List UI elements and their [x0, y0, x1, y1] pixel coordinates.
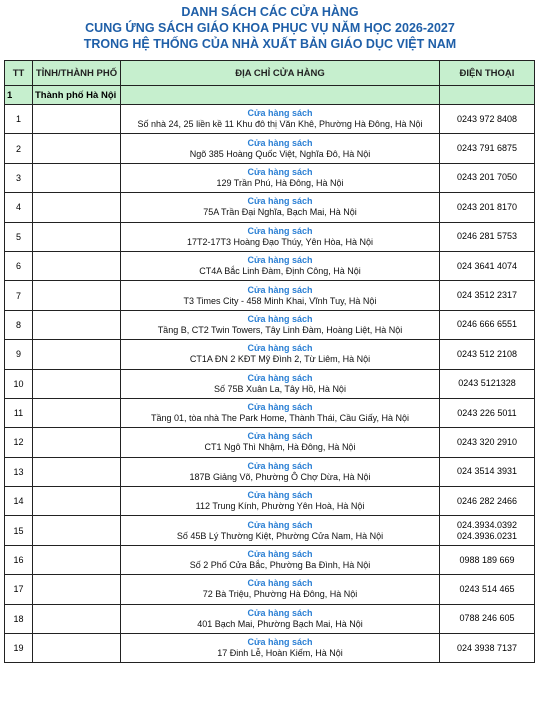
group-row — [5, 86, 535, 105]
row-number: 12 — [5, 428, 33, 457]
column-header-tt: TT — [5, 61, 33, 86]
store-phone: 0243 201 8170 — [440, 193, 535, 222]
row-address-cell — [121, 251, 440, 280]
store-address: Số 75B Xuân La, Tây Hồ, Hà Nội — [214, 383, 346, 394]
table-row — [5, 516, 535, 545]
row-number: 4 — [5, 193, 33, 222]
row-city — [33, 340, 121, 369]
row-city — [33, 281, 121, 310]
table-row — [5, 163, 535, 192]
row-address-cell — [121, 516, 440, 545]
store-name: Cửa hàng sách — [247, 578, 313, 589]
row-city — [33, 487, 121, 516]
table-row — [5, 340, 535, 369]
store-phone: 0243 5121328 — [440, 369, 535, 398]
row-city — [33, 545, 121, 574]
store-phone: 024.3934.0392 024.3936.0231 — [440, 516, 535, 545]
row-city — [33, 516, 121, 545]
store-phone: 0243 320 2910 — [440, 428, 535, 457]
row-city — [33, 457, 121, 486]
row-number: 2 — [5, 134, 33, 163]
row-address-cell — [121, 134, 440, 163]
table-row — [5, 251, 535, 280]
store-name: Cửa hàng sách — [247, 637, 313, 648]
store-name: Cửa hàng sách — [247, 108, 313, 119]
row-number: 18 — [5, 604, 33, 633]
table-row — [5, 222, 535, 251]
row-number: 3 — [5, 163, 33, 192]
store-phone: 0246 281 5753 — [440, 222, 535, 251]
table-row — [5, 457, 535, 486]
group-city: Thành phố Hà Nội — [33, 86, 121, 105]
row-number: 16 — [5, 545, 33, 574]
row-address-cell — [121, 428, 440, 457]
row-number: 8 — [5, 310, 33, 339]
row-number: 9 — [5, 340, 33, 369]
row-city — [33, 604, 121, 633]
store-address: Số 45B Lý Thường Kiệt, Phường Cửa Nam, Hà Nội — [176, 530, 384, 541]
store-name: Cửa hàng sách — [247, 490, 313, 501]
store-address: T3 Times City - 458 Minh Khai, Vĩnh Tuy, Hà Nội — [183, 295, 377, 306]
table-row — [5, 604, 535, 633]
store-name: Cửa hàng sách — [247, 343, 313, 354]
row-address-cell — [121, 340, 440, 369]
row-city — [33, 163, 121, 192]
row-number: 10 — [5, 369, 33, 398]
row-number: 13 — [5, 457, 33, 486]
store-address: 17 Đinh Lễ, Hoàn Kiếm, Hà Nội — [217, 648, 343, 659]
table-row — [5, 428, 535, 457]
store-name: Cửa hàng sách — [247, 225, 313, 236]
title-line-3: TRONG HỆ THỐNG CỦA NHÀ XUẤT BẢN GIÁO DỤC VIỆT NAM — [83, 37, 457, 51]
row-city — [33, 428, 121, 457]
table-row — [5, 575, 535, 604]
store-name: Cửa hàng sách — [247, 196, 313, 207]
row-address-cell — [121, 604, 440, 633]
table-row — [5, 105, 535, 134]
store-address: 187B Giảng Võ, Phường Ô Chợ Dừa, Hà Nội — [189, 471, 371, 482]
row-number: 5 — [5, 222, 33, 251]
group-tt: 1 — [5, 86, 33, 105]
store-address: CT1 Ngô Thì Nhậm, Hà Đông, Hà Nội — [204, 442, 356, 453]
row-address-cell — [121, 281, 440, 310]
row-city — [33, 134, 121, 163]
store-phone: 0243 226 5011 — [440, 398, 535, 427]
store-address: 129 Trần Phú, Hà Đông, Hà Nội — [216, 177, 344, 188]
store-phone: 0246 282 2466 — [440, 487, 535, 516]
table-header-row — [5, 61, 535, 86]
row-address-cell — [121, 369, 440, 398]
row-address-cell — [121, 163, 440, 192]
row-number: 15 — [5, 516, 33, 545]
row-number: 11 — [5, 398, 33, 427]
store-phone: 024 3514 3931 — [440, 457, 535, 486]
row-number: 7 — [5, 281, 33, 310]
store-phone: 0243 791 6875 — [440, 134, 535, 163]
row-address-cell — [121, 487, 440, 516]
column-header-city: TỈNH/THÀNH PHỐ — [33, 61, 121, 86]
store-phone: 024 3938 7137 — [440, 634, 535, 663]
store-address: CT1A ĐN 2 KĐT Mỹ Đình 2, Từ Liêm, Hà Nội — [189, 354, 371, 365]
store-phone: 0243 512 2108 — [440, 340, 535, 369]
column-header-phone: ĐIỆN THOẠI — [440, 61, 535, 86]
row-address-cell — [121, 310, 440, 339]
store-phone: 0246 666 6551 — [440, 310, 535, 339]
store-address: 401 Bạch Mai, Phường Bạch Mai, Hà Nội — [197, 618, 363, 629]
store-name: Cửa hàng sách — [247, 166, 313, 177]
store-phone: 0243 972 8408 — [440, 105, 535, 134]
store-name: Cửa hàng sách — [247, 519, 313, 530]
row-address-cell — [121, 545, 440, 574]
row-city — [33, 310, 121, 339]
row-number: 17 — [5, 575, 33, 604]
store-phone: 0788 246 605 — [440, 604, 535, 633]
store-phone: 0243 514 465 — [440, 575, 535, 604]
store-name: Cửa hàng sách — [247, 431, 313, 442]
row-city — [33, 105, 121, 134]
store-address: Tầng 01, tòa nhà The Park Home, Thành Thái, Cầu Giấy, Hà Nội — [151, 413, 409, 424]
store-address: Số 2 Phố Cửa Bắc, Phường Ba Đình, Hà Nội — [189, 560, 371, 571]
table-row — [5, 634, 535, 663]
row-city — [33, 575, 121, 604]
row-city — [33, 193, 121, 222]
store-address: 112 Trung Kính, Phường Yên Hoà, Hà Nội — [195, 501, 365, 512]
store-name: Cửa hàng sách — [247, 255, 313, 266]
row-address-cell — [121, 398, 440, 427]
row-address-cell — [121, 457, 440, 486]
table-row — [5, 193, 535, 222]
group-empty — [121, 86, 440, 105]
table-row — [5, 134, 535, 163]
document-header — [0, 0, 540, 52]
row-number: 1 — [5, 105, 33, 134]
table-row — [5, 281, 535, 310]
store-name: Cửa hàng sách — [247, 372, 313, 383]
store-address: CT4A Bắc Linh Đàm, Định Công, Hà Nội — [199, 266, 361, 277]
store-name: Cửa hàng sách — [247, 402, 313, 413]
table-row — [5, 545, 535, 574]
group-empty-phone — [440, 86, 535, 105]
row-number: 14 — [5, 487, 33, 516]
row-city — [33, 398, 121, 427]
row-address-cell — [121, 575, 440, 604]
title-line-1: DANH SÁCH CÁC CỬA HÀNG — [181, 5, 359, 19]
store-table — [4, 60, 535, 663]
row-number: 19 — [5, 634, 33, 663]
store-phone: 024 3512 2317 — [440, 281, 535, 310]
row-city — [33, 634, 121, 663]
store-name: Cửa hàng sách — [247, 549, 313, 560]
row-number: 6 — [5, 251, 33, 280]
table-row — [5, 310, 535, 339]
store-address: Ngõ 385 Hoàng Quốc Việt, Nghĩa Đô, Hà Nội — [189, 148, 371, 159]
row-address-cell — [121, 193, 440, 222]
store-name: Cửa hàng sách — [247, 460, 313, 471]
store-address: 75A Trần Đại Nghĩa, Bạch Mai, Hà Nội — [203, 207, 357, 218]
store-address: Tầng B, CT2 Twin Towers, Tây Linh Đàm, Hoàng Liệt, Hà Nội — [157, 324, 403, 335]
row-city — [33, 369, 121, 398]
table-row — [5, 487, 535, 516]
store-name: Cửa hàng sách — [247, 313, 313, 324]
table-row — [5, 398, 535, 427]
row-city — [33, 222, 121, 251]
store-address: 17T2-17T3 Hoàng Đạo Thúy, Yên Hòa, Hà Nội — [186, 236, 374, 247]
column-header-address: ĐỊA CHỈ CỬA HÀNG — [121, 61, 440, 86]
store-name: Cửa hàng sách — [247, 607, 313, 618]
store-phone: 0243 201 7050 — [440, 163, 535, 192]
row-address-cell — [121, 634, 440, 663]
table-row — [5, 369, 535, 398]
row-address-cell — [121, 222, 440, 251]
store-address: 72 Bà Triệu, Phường Hà Đông, Hà Nội — [202, 589, 358, 600]
row-address-cell — [121, 105, 440, 134]
store-phone: 0988 189 669 — [440, 545, 535, 574]
row-city — [33, 251, 121, 280]
store-address: Số nhà 24, 25 liền kề 11 Khu đô thị Văn Khê, Phường Hà Đông, Hà Nội — [137, 119, 423, 130]
store-phone: 024 3641 4074 — [440, 251, 535, 280]
title-line-2: CUNG ỨNG SÁCH GIÁO KHOA PHỤC VỤ NĂM HỌC 2026-2027 — [85, 21, 455, 35]
store-name: Cửa hàng sách — [247, 284, 313, 295]
store-name: Cửa hàng sách — [247, 137, 313, 148]
